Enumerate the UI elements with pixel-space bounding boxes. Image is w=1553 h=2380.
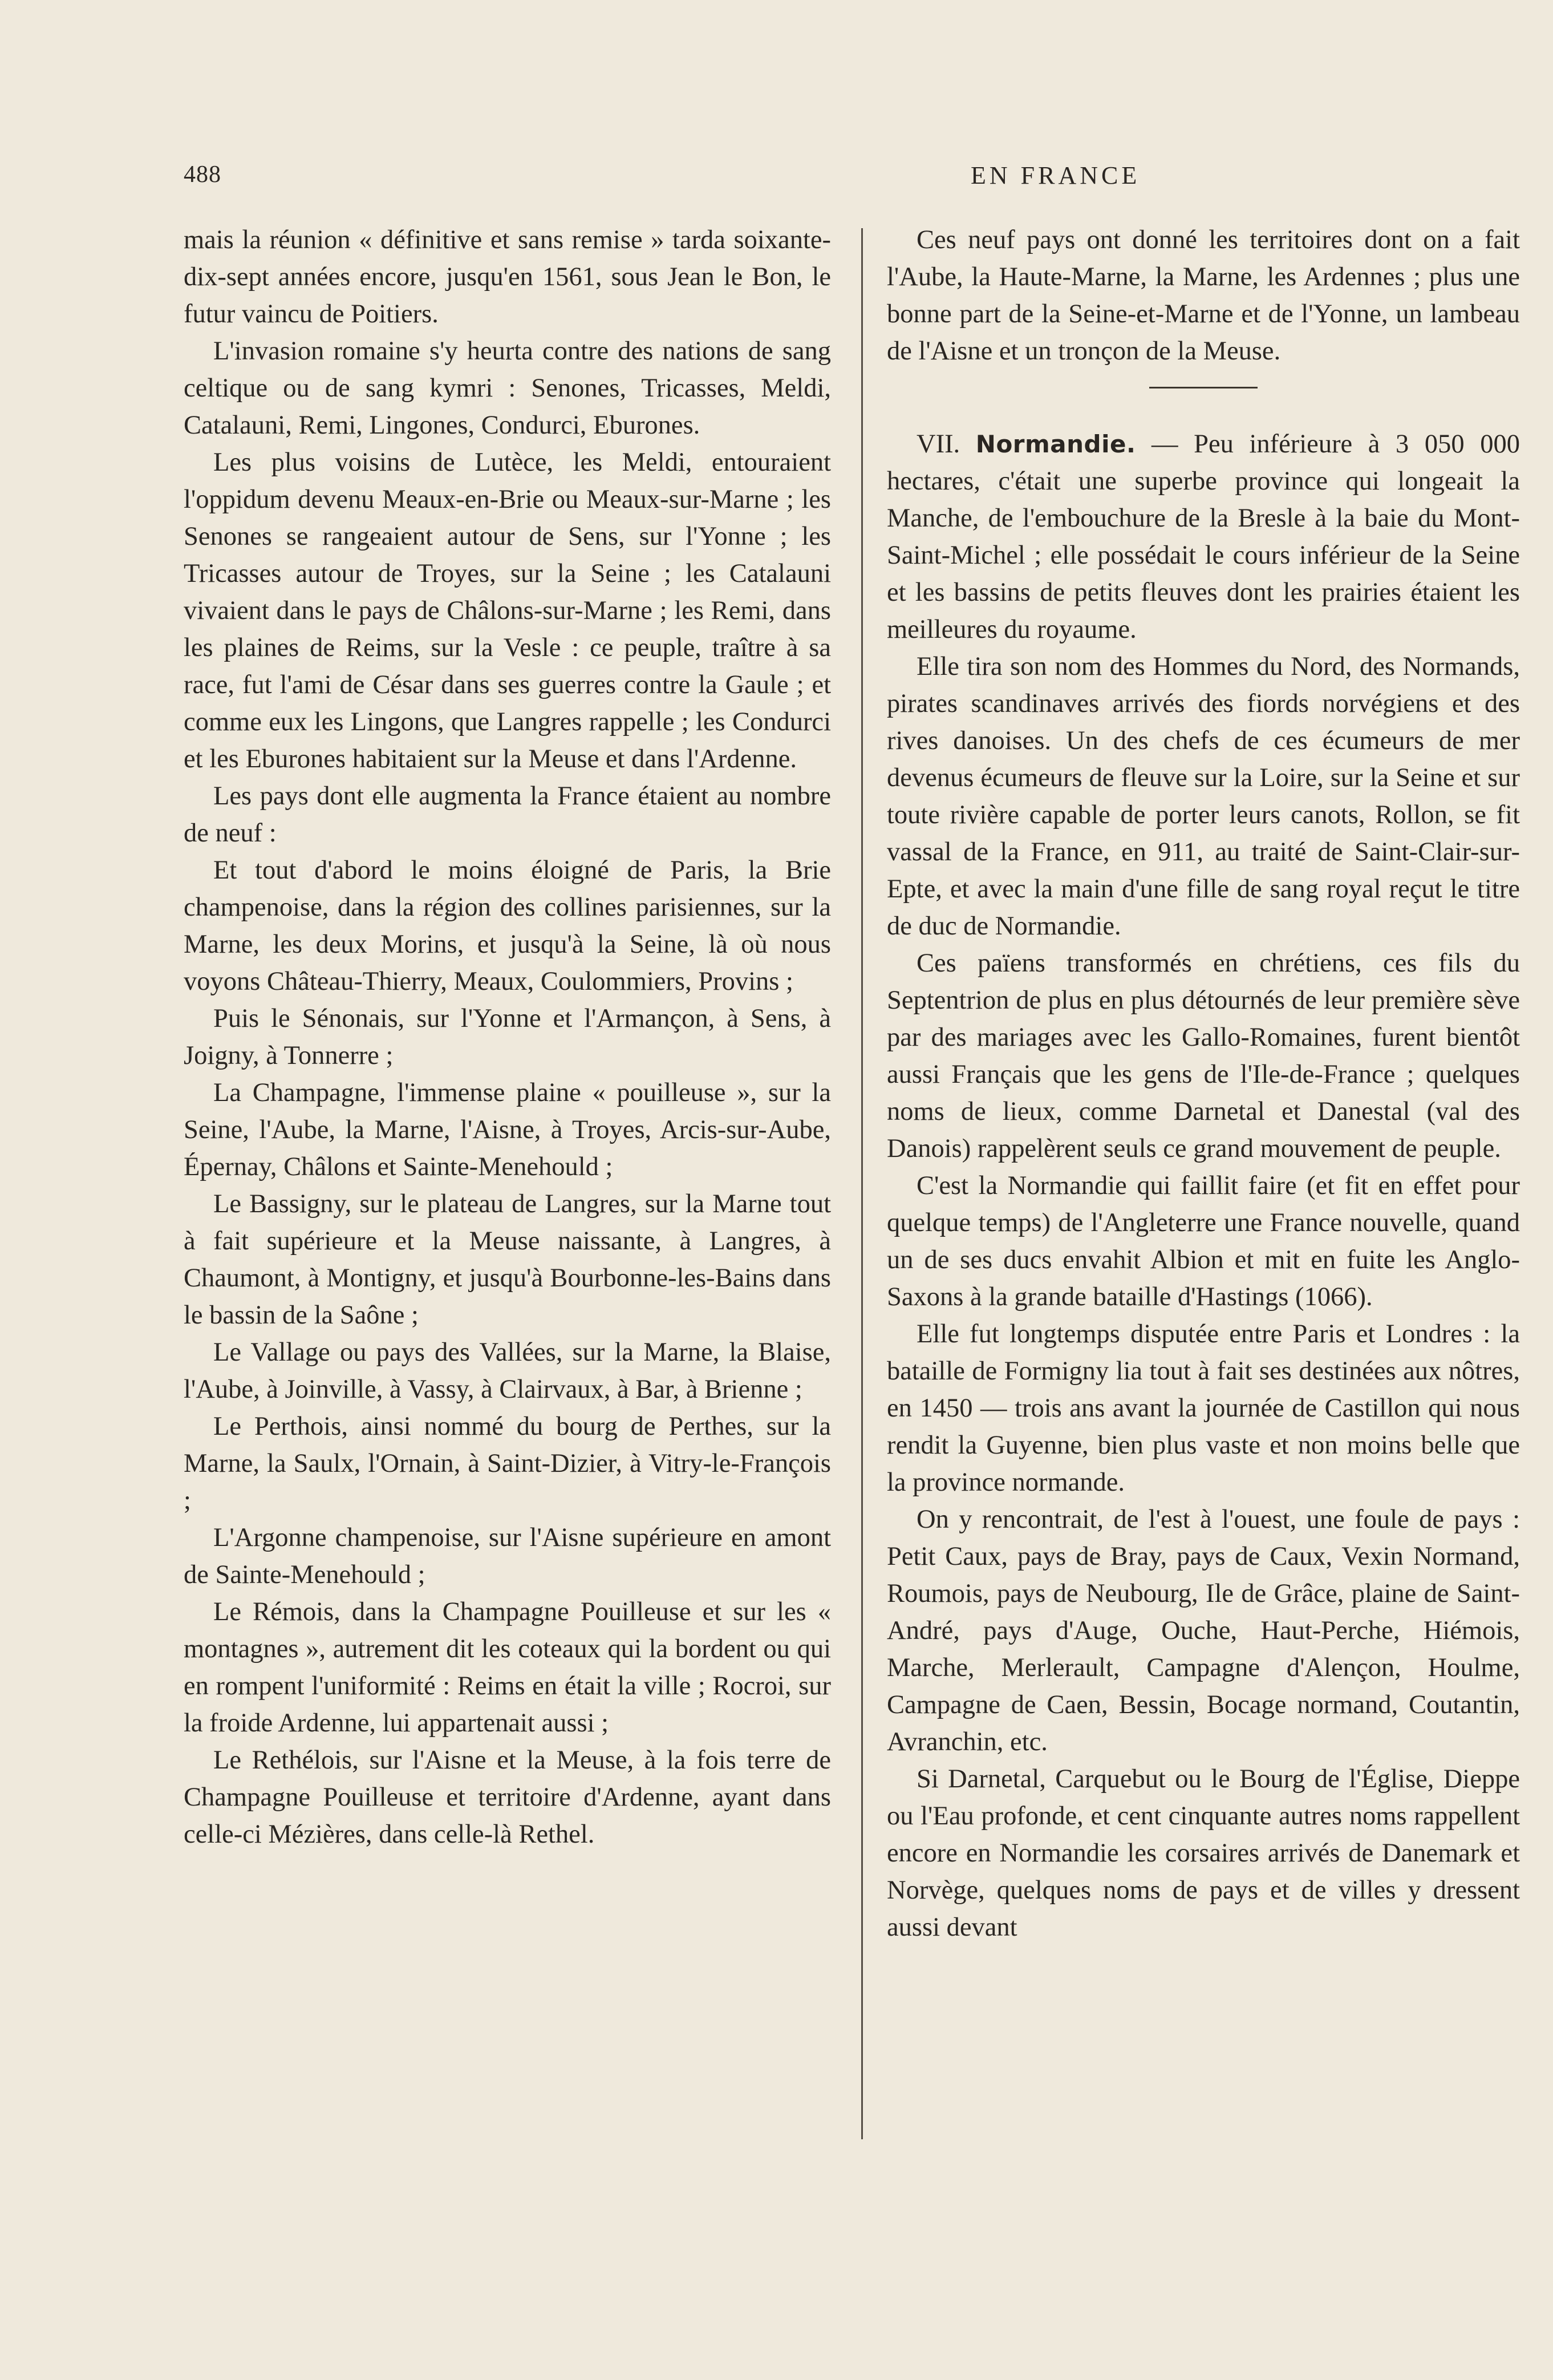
- paragraph: Le Rémois, dans la Champagne Pouilleuse et sur les « montagnes », autrement dit les coteaux qui la bordent ou qui en rompent l'uniformité : Reims en était la ville ; Rocroi, sur la froide Ardenne, lui appartenait aussi ;: [184, 1597, 831, 1738]
- paragraph: L'Argonne champenoise, sur l'Aisne supérieure en amont de Sainte-Menehould ;: [184, 1523, 831, 1589]
- section-title: Normandie.: [975, 430, 1136, 458]
- section-text: — Peu inférieure à 3 050 000 hectares, c'était une superbe province qui longeait la Manche, de l'embouchure de la Bresle à la baie du Mont-Saint-Michel ; elle possédait le cours inférieur de la Seine et les bassins de petits fleuves dont les prairies étaient les meilleures du royaume.: [887, 430, 1520, 644]
- paragraph: Elle tira son nom des Hommes du Nord, des Normands, pirates scandinaves arrivés des fiords norvégiens et des rives danoises. Un des chefs de ces écumeurs de mer devenus écumeurs de fleuve sur la Loire, sur la Seine et sur toute rivière capable de porter leurs canots, Rollon, se fit vassal de la France, en 911, au traité de Saint-Clair-sur-Epte, et avec la main d'une fille de sang royal reçut le titre de duc de Normandie.: [887, 652, 1520, 941]
- paragraph: Le Bassigny, sur le plateau de Langres, sur la Marne tout à fait supérieure et la Meuse naissante, à Langres, à Chaumont, à Montigny, et jusqu'à Bourbonne-les-Bains dans le bassin de la Saône ;: [184, 1189, 831, 1330]
- right-column: [887, 221, 1520, 1946]
- paragraph: Le Rethélois, sur l'Aisne et la Meuse, à la fois terre de Champagne Pouilleuse et territoire d'Ardenne, ayant dans celle-ci Mézières, dans celle-là Rethel.: [184, 1746, 831, 1849]
- paragraph: Ces païens transformés en chrétiens, ces fils du Septentrion de plus en plus détournés de leur première sève par des mariages avec les Gallo-Romaines, furent bientôt aussi Français que les gens de l'Ile-de-France ; quelques noms de lieux, comme Darnetal et Danestal (val des Danois) rappelèrent seuls ce grand mouvement de peuple.: [887, 949, 1520, 1163]
- running-title: EN FRANCE: [971, 161, 1141, 189]
- paragraph: mais la réunion « définitive et sans remise » tarda soixante-dix-sept années encore, jusqu'en 1561, sous Jean le Bon, le futur vaincu de Poitiers.: [184, 225, 831, 329]
- section-paragraph: [887, 426, 1520, 648]
- left-column: [184, 221, 831, 1853]
- paragraph: Le Perthois, ainsi nommé du bourg de Perthes, sur la Marne, la Saulx, l'Ornain, à Saint-Dizier, à Vitry-le-François ;: [184, 1412, 831, 1515]
- paragraph: La Champagne, l'immense plaine « pouilleuse », sur la Seine, l'Aube, la Marne, l'Aisne, à Troyes, Arcis-sur-Aube, Épernay, Châlons et Sainte-Menehould ;: [184, 1078, 831, 1181]
- paragraph: Et tout d'abord le moins éloigné de Paris, la Brie champenoise, dans la région des collines parisiennes, sur la Marne, les deux Morins, et jusqu'à la Seine, là où nous voyons Château-Thierry, Meaux, Coulommiers, Provins ;: [184, 856, 831, 996]
- section-separator: [1149, 387, 1258, 388]
- paragraph: Les pays dont elle augmenta la France étaient au nombre de neuf :: [184, 782, 831, 848]
- page-header: [184, 161, 1527, 195]
- paragraph: Les plus voisins de Lutèce, les Meldi, entouraient l'oppidum devenu Meaux-en-Brie ou Meaux-sur-Marne ; les Senones se rangeaient autour de Sens, sur l'Yonne ; les Tricasses autour de Troyes, sur la Seine ; les Catalauni vivaient dans le pays de Châlons-sur-Marne ; les Remi, dans les plaines de Reims, sur la Vesle : ce peuple, traître à sa race, fut l'ami de César dans ses guerres contre la Gaule ; et comme eux les Lingons, que Langres rappelle ; les Condurci et les Eburones habitaient sur la Meuse et dans l'Ardenne.: [184, 448, 831, 774]
- paragraph: L'invasion romaine s'y heurta contre des nations de sang celtique ou de sang kymri : Senones, Tricasses, Meldi, Catalauni, Remi, Lingones, Condurci, Eburones.: [184, 337, 831, 440]
- paragraph: Le Vallage ou pays des Vallées, sur la Marne, la Blaise, l'Aube, à Joinville, à Vassy, à Clairvaux, à Bar, à Brienne ;: [184, 1338, 831, 1404]
- section-number: VII.: [917, 430, 960, 459]
- paragraph: On y rencontrait, de l'est à l'ouest, une foule de pays : Petit Caux, pays de Bray, pays de Caux, Vexin Normand, Roumois, pays de Neubourg, Ile de Grâce, plaine de Saint-André, pays d'Auge, Ouche, Haut-Perche, Hiémois, Marche, Merlerault, Campagne d'Alençon, Houlme, Campagne de Caen, Bessin, Bocage normand, Coutantin, Avranchin, etc.: [887, 1505, 1520, 1756]
- paragraph: Elle fut longtemps disputée entre Paris et Londres : la bataille de Formigny lia tout à fait ses destinées aux nôtres, en 1450 — trois ans avant la journée de Castillon qui nous rendit la Guyenne, bien plus vaste et non moins belle que la province normande.: [887, 1319, 1520, 1497]
- paragraph: Puis le Sénonais, sur l'Yonne et l'Armançon, à Sens, à Joigny, à Tonnerre ;: [184, 1004, 831, 1070]
- paragraph: C'est la Normandie qui faillit faire (et fit en effet pour quelque temps) de l'Angleterre une France nouvelle, quand un de ses ducs envahit Albion et mit en fuite les Anglo-Saxons à la grande bataille d'Hastings (1066).: [887, 1171, 1520, 1312]
- column-divider: [861, 228, 863, 2139]
- paragraph: Si Darnetal, Carquebut ou le Bourg de l'Église, Dieppe ou l'Eau profonde, et cent cinquante autres noms rappellent encore en Normandie les corsaires arrivés de Danemark et Norvège, quelques noms de pays et de villes y dressent aussi devant: [887, 1764, 1520, 1942]
- paragraph: Ces neuf pays ont donné les territoires dont on a fait l'Aube, la Haute-Marne, la Marne, les Ardennes ; plus une bonne part de la Seine-et-Marne et de l'Yonne, un lambeau de l'Aisne et un tronçon de la Meuse.: [887, 225, 1520, 366]
- page-number: 488: [184, 161, 221, 188]
